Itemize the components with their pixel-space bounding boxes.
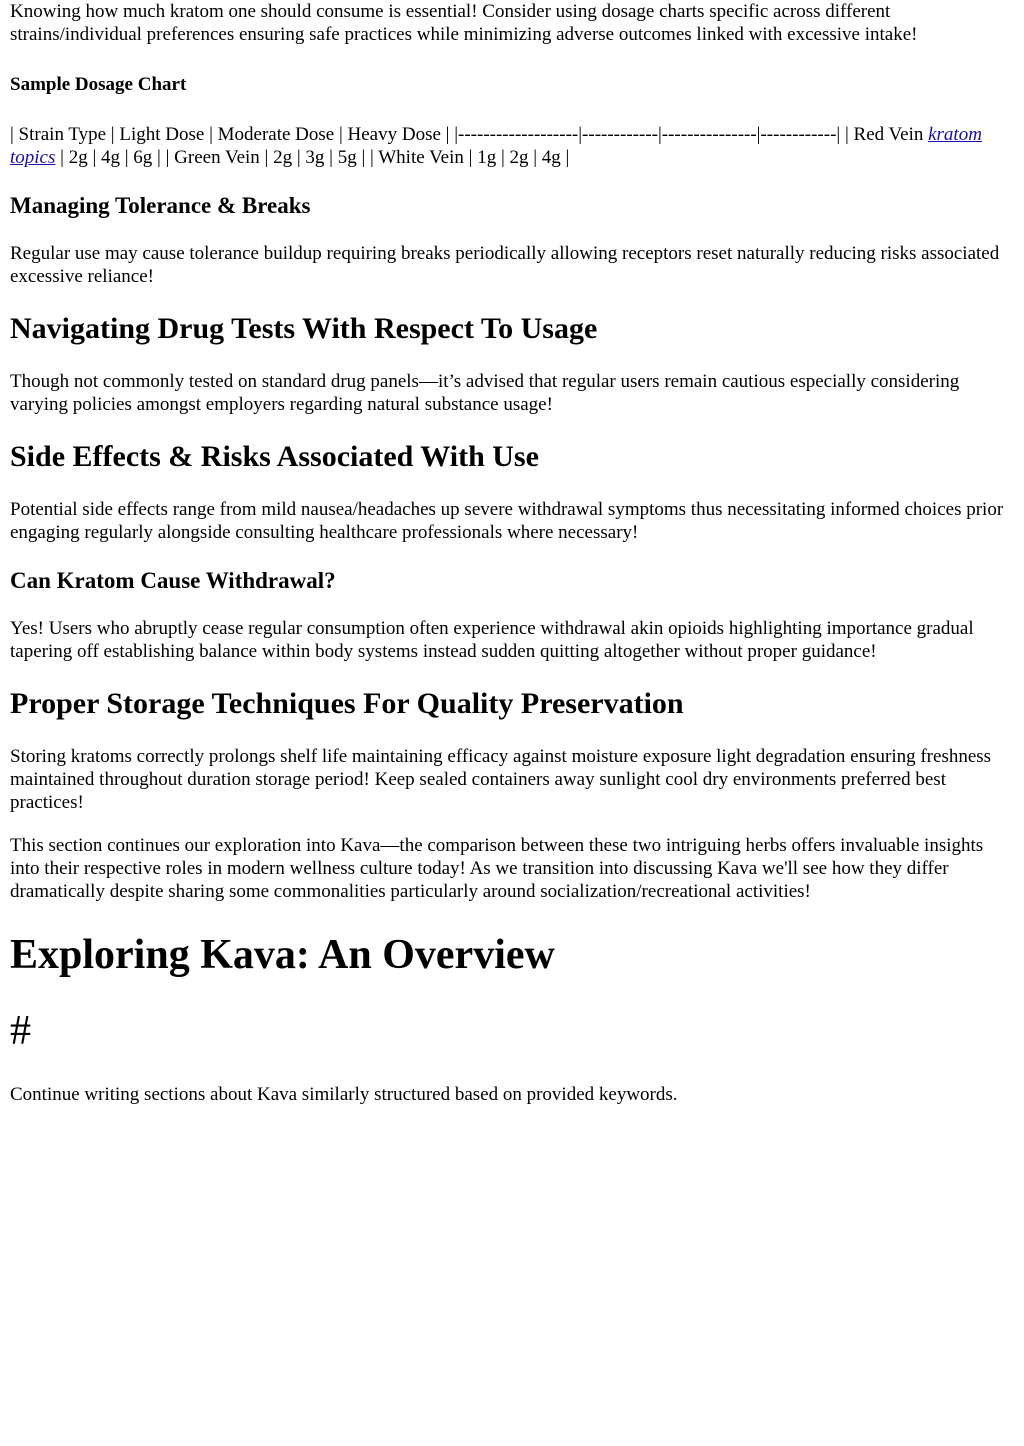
dosage-table-text-before-link: | Strain Type | Light Dose | Moderate Dose | Heavy Dose | |-------------------|------------|---------------|------------| | Red Vein [10, 124, 929, 145]
dosage-chart-table-text [10, 123, 1014, 169]
drug-tests-paragraph: Though not commonly tested on standard drug panels—it’s advised that regular users remain cautious especially considering varying policies amongst employers regarding natural substance usage! [10, 371, 960, 415]
storage-heading: Proper Storage Techniques For Quality Preservation [10, 687, 684, 720]
intro-paragraph: Knowing how much kratom one should consume is essential! Consider using dosage charts specific across different strains/individual preferences ensuring safe practices while minimizing adverse outcomes linked with excessive intake! [10, 1, 918, 45]
kava-paragraph: Continue writing sections about Kava similarly structured based on provided keywords. [10, 1084, 678, 1105]
drug-tests-heading: Navigating Drug Tests With Respect To Usage [10, 312, 598, 345]
tolerance-paragraph: Regular use may cause tolerance buildup requiring breaks periodically allowing receptors reset naturally reducing risks associated excessive reliance! [10, 243, 1000, 287]
withdrawal-heading: Can Kratom Cause Withdrawal? [10, 568, 336, 593]
dosage-chart-heading: Sample Dosage Chart [10, 74, 187, 95]
dosage-table-text-after-link: | 2g | 4g | 6g | | Green Vein | 2g | 3g | 5g | | White Vein | 1g | 2g | 4g | [55, 147, 570, 168]
storage-paragraph: Storing kratoms correctly prolongs shelf life maintaining efficacy against moisture exposure light degradation ensuring freshness maintained throughout duration storage period! Keep sealed containers away sunlight cool dry environments preferred best practices! [10, 746, 992, 813]
withdrawal-paragraph: Yes! Users who abruptly cease regular consumption often experience withdrawal akin opioids highlighting importance gradual tapering off establishing balance within body systems instead sudden quitting altogether without proper guidance! [10, 618, 974, 662]
transition-paragraph: This section continues our exploration into Kava—the comparison between these two intriguing herbs offers invaluable insights into their respective roles in modern wellness culture today! As we transition into discussing Kava we'll see how they differ dramatically despite sharing some commonalities particularly around socialization/recreational activities! [10, 835, 984, 902]
side-effects-heading: Side Effects & Risks Associated With Use [10, 440, 539, 473]
kava-overview-heading: Exploring Kava: An Overview [10, 932, 555, 978]
hash-heading: # [10, 1008, 31, 1054]
side-effects-paragraph: Potential side effects range from mild nausea/headaches up severe withdrawal symptoms thus necessitating informed choices prior engaging regularly alongside consulting healthcare professionals where necessary! [10, 499, 1004, 543]
kratom-topics-link[interactable]: kratom topics [10, 124, 982, 168]
tolerance-heading: Managing Tolerance & Breaks [10, 193, 311, 218]
